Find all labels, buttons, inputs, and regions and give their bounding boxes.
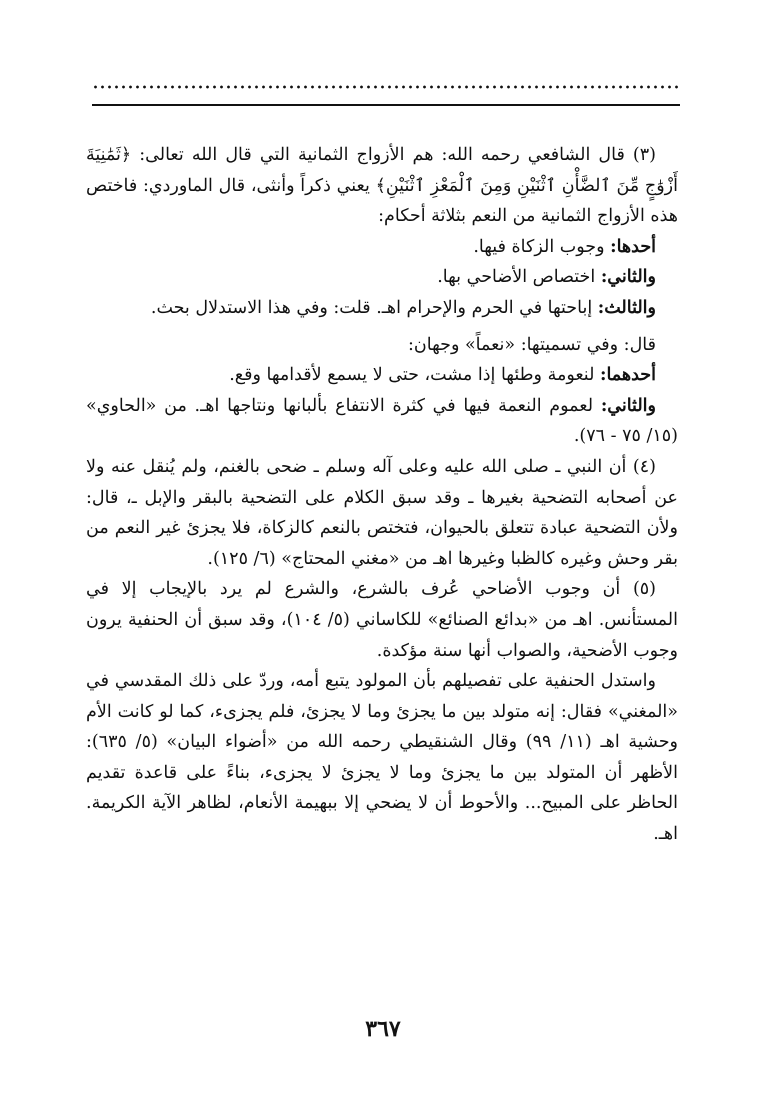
dot-row [92,84,680,90]
paragraph-h2 [86,262,678,293]
paragraph-p6 [86,666,678,850]
page-number: ٣٦٧ [365,1016,401,1042]
paragraph-label: أحدها: [610,236,656,257]
paragraph-n4 [86,452,678,574]
paragraph-q3 [86,391,678,452]
paragraph-text: (٥) أن وجوب الأضاحي عُرف بالشرع، والشرع لم يرد بالإيجاب إلا في المستأنس. اهـ من «بدائع الصنائع» للكاساني (٥/ ١٠٤)، وقد سبق أن الحنفية يرون وجوب الأضحية، والصواب أنها سنة مؤكدة. [86,579,678,661]
header-dotted-ornament [92,84,680,98]
paragraph-label: أحدهما: [599,365,656,386]
header-rule [92,104,680,106]
paragraph-text: وجوب الزكاة فيها. [473,236,611,257]
paragraph-label: والثاني: [600,395,656,416]
paragraph-text: لعموم النعمة فيها في كثرة الانتفاع بألبانها ونتاجها اهـ. من «الحاوي» (١٥/ ٧٥ - ٧٦). [86,395,678,447]
paragraph-text: واستدل الحنفية على تفصيلهم بأن المولود يتبع أمه، وردّ على ذلك المقدسي في «المغني» فقال: إنه متولد بين ما يجزئ وما لا يجزئ، فلم يجزىء، كما لو كانت الأم وحشية اهـ (١١/ ٩٩) وقال الشنقيطي رحمه الله من «أضواء البيان» (٥/ ٦٣٥): الأظهر أن المتولد بين ما يجزئ وما لا يجزئ لا يجزىء، بناءً على قاعدة تقديم الحاظر على المبيح... والأحوط أن لا يضحي إلا ببهيمة الأنعام، لظاهر الآية الكريمة. اهـ. [86,671,678,845]
paragraph-label: والثاني: [600,267,656,288]
paragraph-n5 [86,574,678,666]
paragraph-text: اختصاص الأضاحي بها. [437,267,601,288]
paragraph-label: والثالث: [597,297,656,318]
paragraph-text: (٣) قال الشافعي رحمه الله: هم الأزواج الثمانية التي قال الله تعالى: ﴿ثَمَٰنِيَةَ أَزْوَٰجٍ مِّنَ ٱلضَّأْنِ ٱثْنَيْنِ وَمِنَ ٱلْمَعْزِ ٱثْنَيْنِ﴾ يعني ذكراً وأنثى، قال الماوردي: فاختص هذه الأزواج الثمانية من النعم بثلاثة أحكام: [86,145,678,227]
paragraph-q1 [86,330,678,361]
paragraph-text: قال: وفي تسميتها: «نعماً» وجهان: [407,334,656,355]
paragraph-text: لنعومة وطئها إذا مشت، حتى لا يسمع لأقدامها وقع. [229,365,600,386]
footnotes-body [86,140,678,850]
paragraph-q2 [86,360,678,391]
paragraph-h1 [86,232,678,263]
paragraph-h3 [86,293,678,324]
paragraph-text: (٤) أن النبي ـ صلى الله عليه وعلى آله وسلم ـ ضحى بالغنم، ولم يُنقل عنه ولا عن أصحابه التضحية بغيرها ـ وقد سبق الكلام على التضحية بالبقر والإبل ـ، قال: ولأن التضحية عبادة تتعلق بالحيوان، فتختص بالنعم كالزكاة، فلا يجزئ غير النعم من بقر وحش وغيره كالظبا وغيرها اهـ من «مغني المحتاج» (٦/ ١٢٥). [86,456,678,569]
paragraph-n3 [86,140,678,232]
paragraph-text: إباحتها في الحرم والإحرام اهـ. قلت: وفي هذا الاستدلال بحث. [150,297,598,318]
